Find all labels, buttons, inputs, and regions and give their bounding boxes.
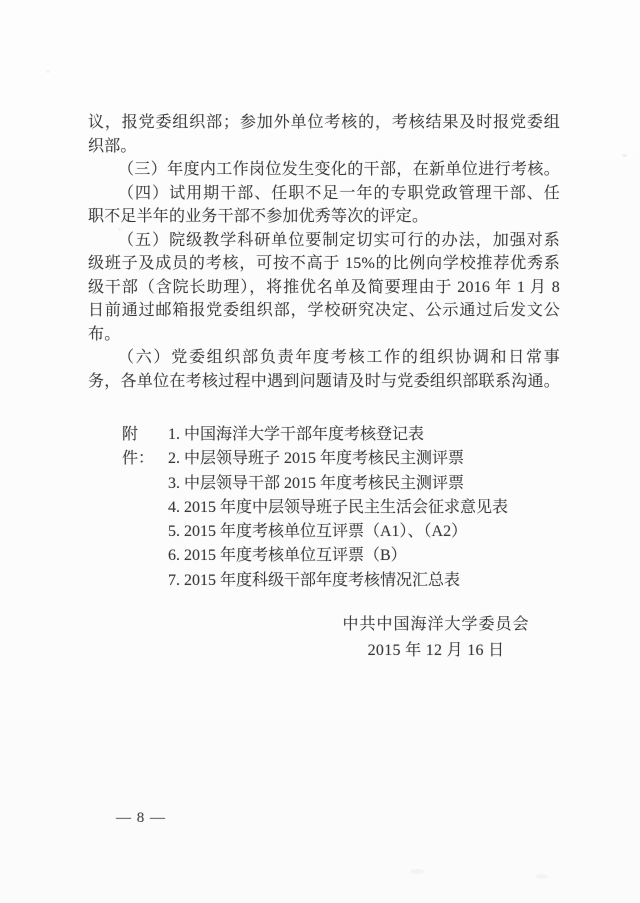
- scan-speck: [118, 228, 121, 231]
- attachment-item: 2. 中层领导班子 2015 年度考核民主测评票: [168, 450, 465, 468]
- attachments-section: [122, 423, 562, 593]
- body-line: （三）年度内工作岗位发生变化的干部，在新单位进行考核。: [118, 161, 560, 178]
- attachment-item: 3. 中层领导干部 2015 年度考核民主测评票: [168, 474, 465, 492]
- issue-date: 2015 年 12 月 16 日: [367, 642, 505, 659]
- body-line: 职不足半年的业务干部不参加优秀等次的评定。: [88, 208, 429, 225]
- body-line: 日前通过邮箱报党委组织部，学校研究决定、公示通过后发文公: [88, 302, 560, 319]
- attachments-list: [168, 423, 562, 593]
- body-line: 务，各单位在考核过程中遇到问题请及时与党委组织部联系沟通。: [88, 372, 560, 390]
- attachment-item: 4. 2015 年度中层领导班子民主生活会征求意见表: [168, 498, 509, 516]
- scan-speck: [556, 250, 560, 253]
- attachment-item: 7. 2015 年度科级干部年度考核情况汇总表: [168, 571, 461, 589]
- body-line: 布。: [88, 325, 121, 343]
- body-line: 级干部（含院长助理），将推优名单及简要理由于 2016 年 1 月 8: [88, 278, 560, 296]
- scan-speck: [536, 874, 548, 879]
- scan-speck: [622, 154, 627, 157]
- page-number: — 8 —: [116, 810, 166, 826]
- attachment-item: 1. 中国海洋大学干部年度考核登记表: [168, 426, 425, 443]
- document-body: [88, 111, 560, 393]
- scan-speck: [410, 869, 424, 874]
- issuing-authority: 中共中国海洋大学委员会: [342, 616, 530, 633]
- body-line: 级班子及成员的考核，可按不高于 15%的比例向学校推荐优秀系: [88, 255, 560, 272]
- body-line: 议，报党委组织部；参加外单位考核的，考核结果及时报党委组: [88, 114, 560, 131]
- body-line: （五）院级教学科研单位要制定切实可行的办法，加强对系: [118, 231, 560, 249]
- attachment-item: 6. 2015 年度考核单位互评票（B）: [168, 547, 407, 565]
- body-line: （六）党委组织部负责年度考核工作的组织协调和日常事: [118, 349, 560, 366]
- body-line: （四）试用期干部、任职不足一年的专职党政管理干部、任: [118, 184, 560, 202]
- body-line: 织部。: [88, 137, 137, 155]
- attachments-label: 附件：: [122, 426, 155, 468]
- signature-block: [330, 612, 542, 664]
- attachment-item: 5. 2015 年度考核单位互评票（A1）、（A2）: [168, 523, 468, 541]
- scan-speck: [46, 70, 50, 73]
